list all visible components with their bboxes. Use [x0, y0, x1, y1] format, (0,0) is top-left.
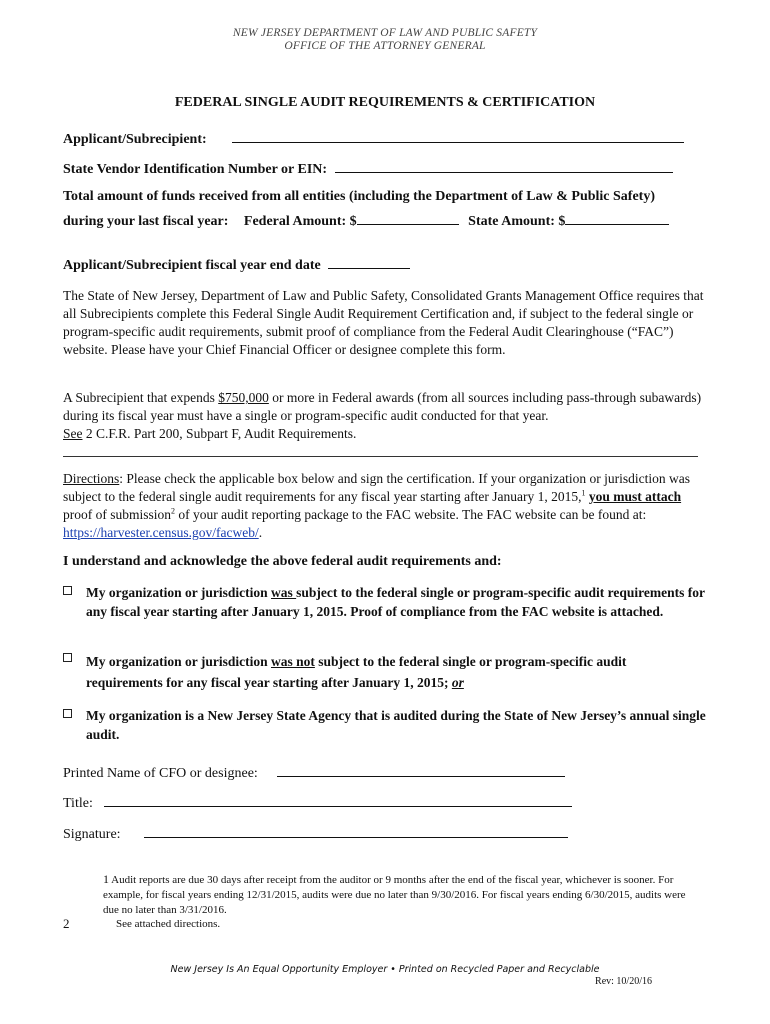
directions-label: Directions: [63, 471, 120, 486]
applicant-label: Applicant/Subrecipient:: [63, 132, 207, 147]
option-was-not-subject-checkbox[interactable]: [63, 653, 72, 662]
title-field[interactable]: [104, 792, 572, 807]
state-amount-label: State Amount: $: [468, 214, 566, 229]
option-state-agency-text: My organization is a New Jersey State Agency that is audited during the State of New Jersey’s annual single audit.: [86, 708, 706, 742]
directions-text-2: proof of submission: [63, 507, 171, 522]
signature-label: Signature:: [63, 827, 121, 842]
threshold-text: A Subrecipient that expends: [63, 390, 219, 405]
footnote-1-text: Audit reports are due 30 days after receipt from the auditor or 9 months after the end of the fiscal year, whichever is sooner. For example, for fiscal years ending 12/31/2015, audits were due no later than 9/30/2016. For fiscal years ending 6/30/2015, audits were due no later than 3/31/2016.: [103, 874, 686, 916]
threshold-text-2: or more in Federal awards (from all sources including pass-through subawards) during its fiscal year must have a single or program-specific audit conducted for that year.: [63, 390, 702, 423]
threshold-amount: $750,000: [218, 390, 269, 405]
vendor-label: State Vendor Identification Number or EIN:: [63, 162, 328, 177]
vendor-row: [63, 158, 673, 178]
footnote-ref-2[interactable]: 2: [171, 506, 175, 516]
fac-website-link[interactable]: https://harvester.census.gov/facweb/: [63, 525, 259, 540]
intro-paragraph: The State of New Jersey, Department of Law and Public Safety, Consolidated Grants Management Office requires that all Subrecipients complete this Federal Single Audit Requirement Certification and, if subject to the federal single or program-specific audit requirements, submit proof of compliance from the Federal Audit Clearinghouse (“FAC”) website. Please have your Chief Financial Officer or designee complete this form.: [63, 288, 704, 357]
directions-text-3: of your audit reporting package to the FAC website. The FAC website can be found at:: [175, 507, 647, 522]
applicant-row: [63, 128, 684, 148]
footnote-ref-1[interactable]: 1: [581, 488, 586, 498]
footer-employer-note: New Jersey Is An Equal Opportunity Employer • Printed on Recycled Paper and Recyclable: [170, 964, 600, 975]
see-ref: See: [63, 426, 83, 441]
fiscal-end-label: Applicant/Subrecipient fiscal year end date: [63, 258, 321, 273]
fiscal-year-label: during your last fiscal year:: [63, 214, 229, 229]
must-attach-text: you must attach: [588, 489, 682, 504]
total-amount-line1: Total amount of funds received from all entities (including the Department of Law & Public Safety): [63, 189, 655, 204]
acknowledge-heading: I understand and acknowledge the above federal audit requirements and:: [63, 554, 502, 569]
directions-text: : Please check the applicable box below and sign the certification. If your organization or jurisdiction was subject to the federal single audit requirements for any fiscal year starting after January 1, 2015,: [63, 471, 690, 504]
option-was-not-subject-text: My organization or jurisdiction was not subject to the federal single or program-specific audit requirements for any fiscal year starting after January 1, 2015; or: [86, 654, 627, 690]
directions-text-4: .: [258, 525, 263, 540]
footnote-2-number: 2: [63, 916, 70, 931]
federal-amount-label: Federal Amount: $: [243, 214, 357, 229]
cfr-reference: 2 C.F.R. Part 200, Subpart F, Audit Requirements.: [82, 426, 357, 441]
option-was-subject[interactable]: [63, 584, 703, 640]
vendor-id-field[interactable]: [335, 158, 673, 173]
footnote-1-number: 1: [103, 872, 109, 886]
footnote-1: [103, 872, 703, 918]
office-name: OFFICE OF THE ATTORNEY GENERAL: [284, 40, 486, 52]
signature-field[interactable]: [144, 823, 568, 838]
agency-name: NEW JERSEY DEPARTMENT OF LAW AND PUBLIC SAFETY: [232, 27, 538, 39]
cfo-name-field[interactable]: [277, 762, 565, 777]
page-title: FEDERAL SINGLE AUDIT REQUIREMENTS & CERTIFICATION: [174, 95, 596, 110]
federal-amount-field[interactable]: [357, 210, 459, 225]
fiscal-end-field[interactable]: [328, 254, 410, 269]
option-was-subject-text: My organization or jurisdiction was subject to the federal single or program-specific audit requirements for any fiscal year starting after January 1, 2015. Proof of compliance from the FAC website is attached.: [86, 585, 705, 619]
option-was-subject-checkbox[interactable]: [63, 586, 72, 595]
cfo-name-row: [63, 762, 565, 782]
option-state-agency[interactable]: [63, 707, 706, 747]
title-row: [63, 792, 572, 812]
fiscal-end-row: [63, 254, 410, 274]
footnote-2-text: See attached directions.: [116, 918, 221, 930]
cfo-name-label: Printed Name of CFO or designee:: [63, 766, 258, 781]
section-divider: [63, 456, 698, 457]
state-amount-field[interactable]: [565, 210, 669, 225]
signature-row: [63, 823, 568, 843]
threshold-paragraph: [63, 389, 713, 443]
option-was-not-subject[interactable]: [63, 651, 703, 691]
revision-date: Rev: 10/20/16: [595, 976, 652, 987]
directions-paragraph: [63, 470, 713, 542]
title-label: Title:: [63, 796, 93, 811]
total-amount-row: [63, 210, 669, 230]
option-state-agency-checkbox[interactable]: [63, 709, 72, 718]
applicant-field[interactable]: [232, 128, 684, 143]
